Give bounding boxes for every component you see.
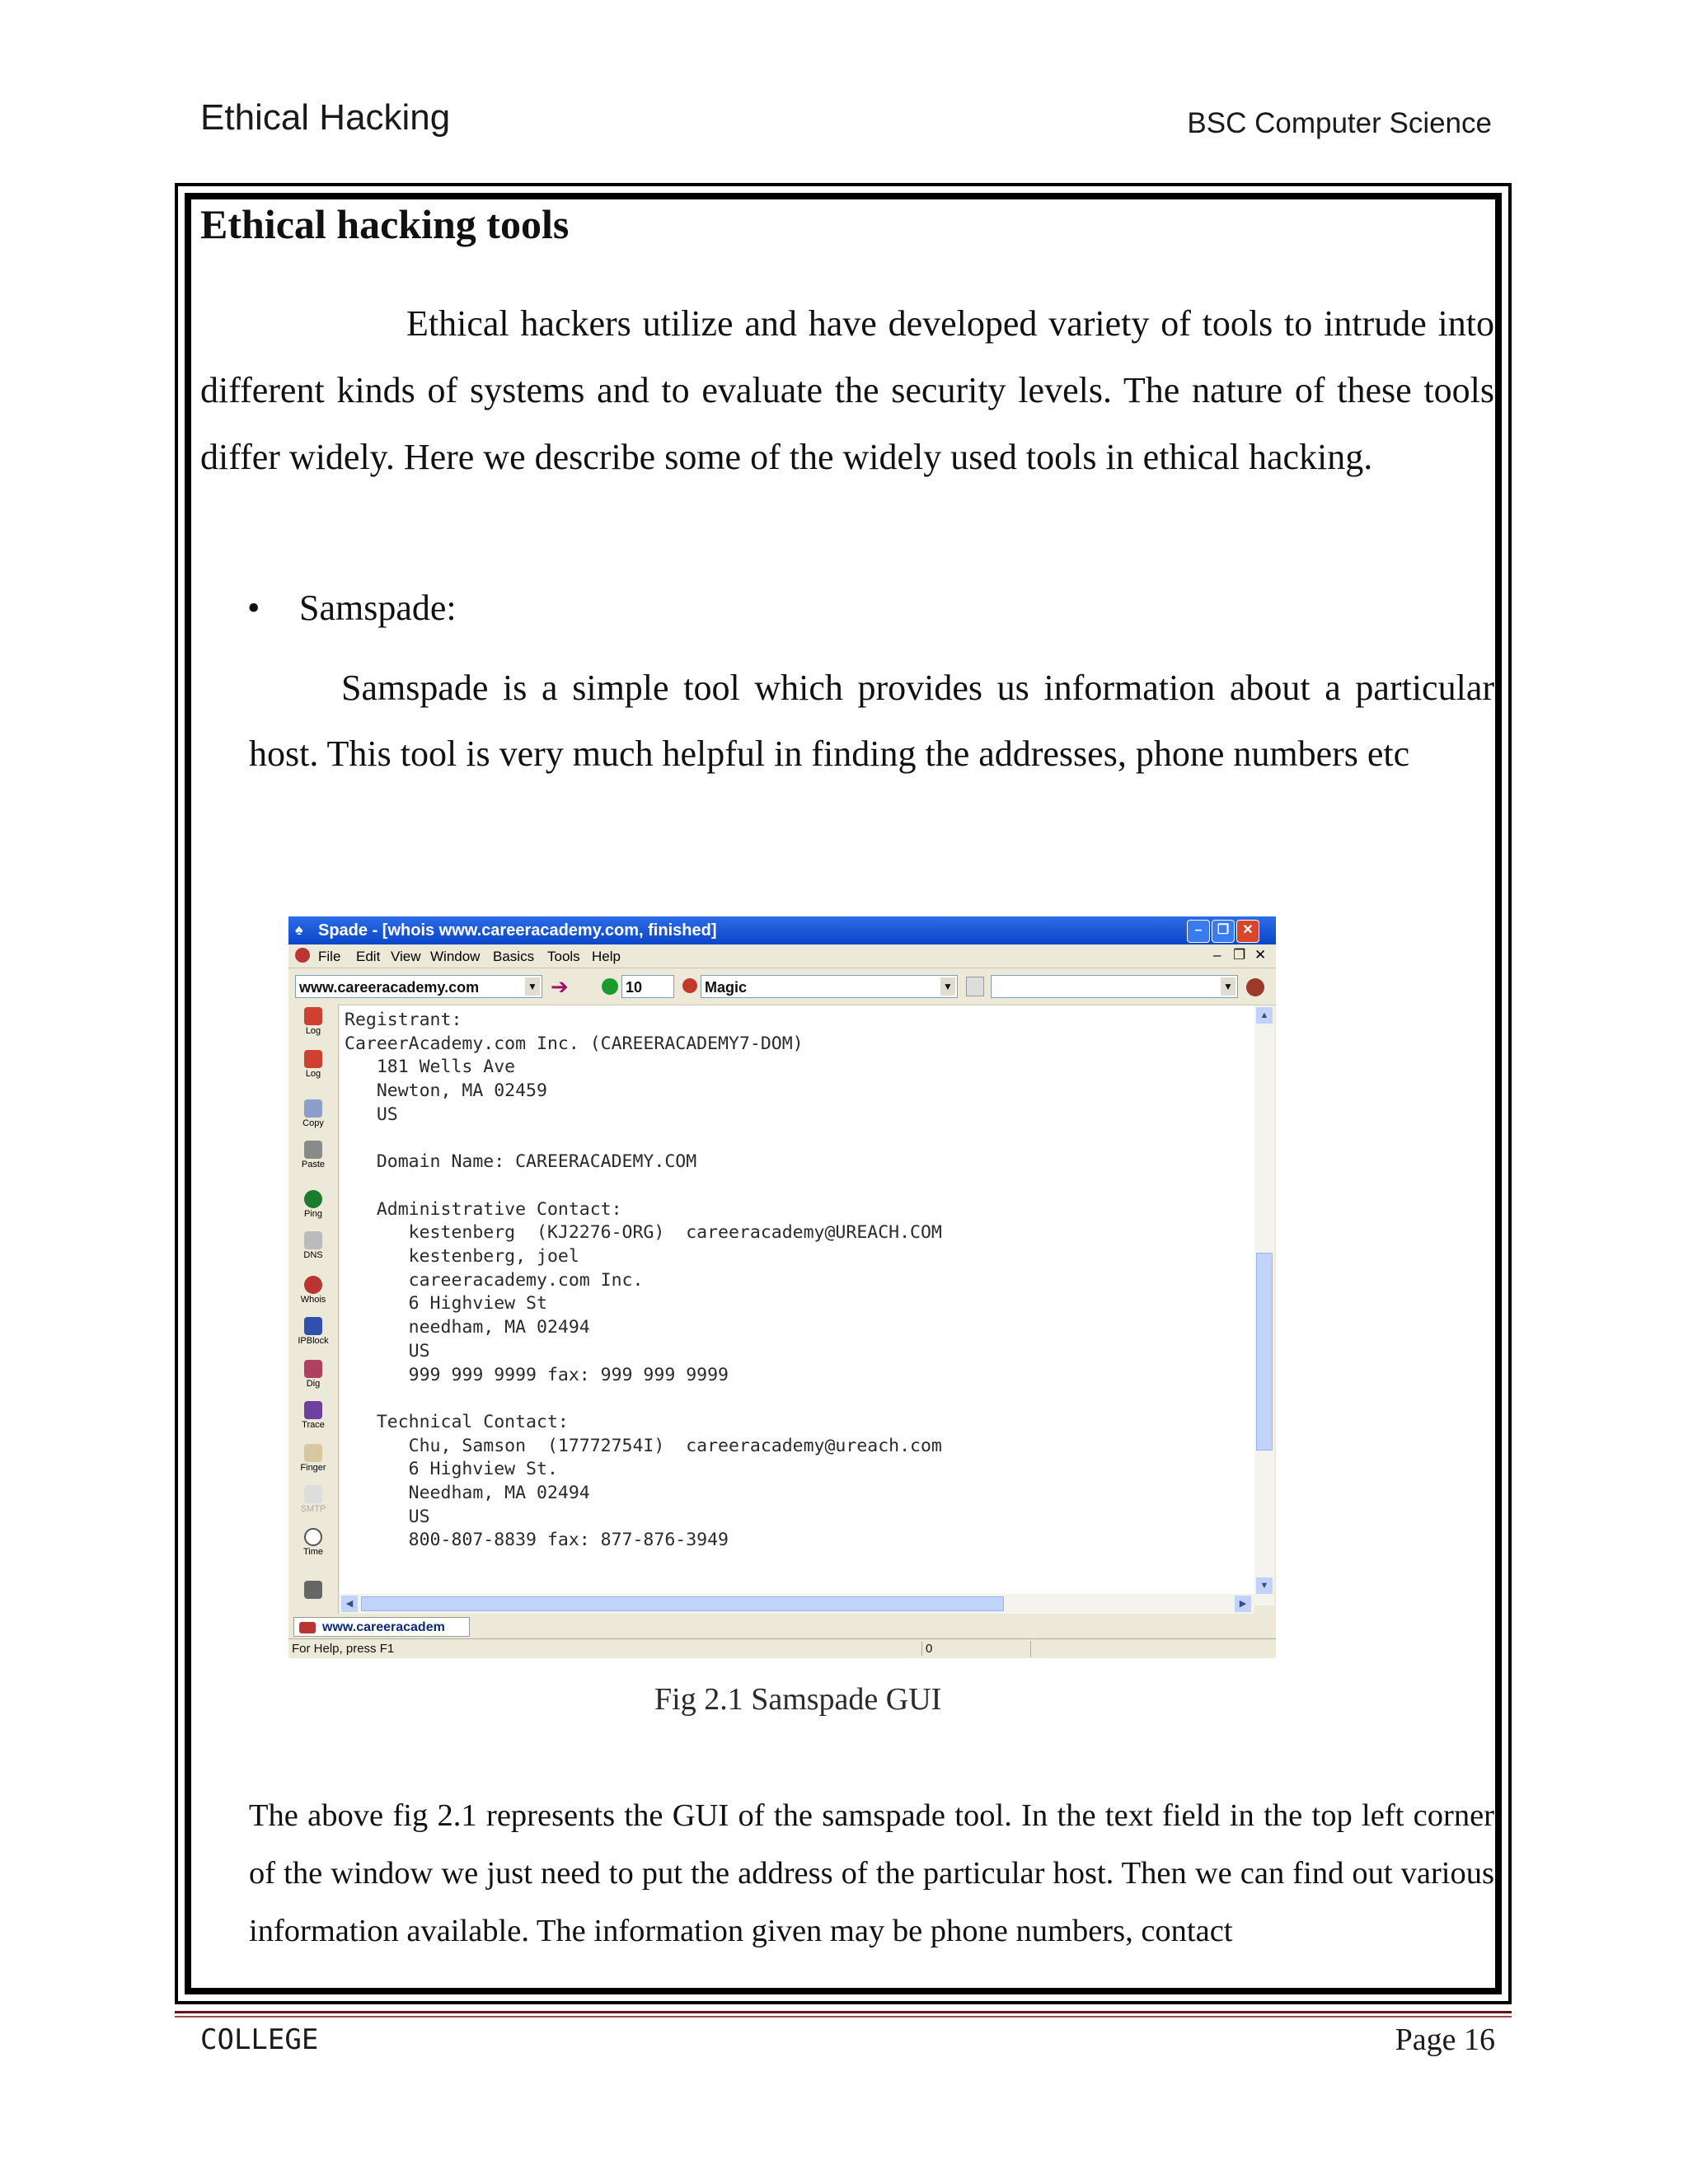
footer-rule-thin (175, 2016, 1512, 2018)
ping-icon (304, 1190, 322, 1208)
whois-line: US (345, 1104, 398, 1125)
samspade-paragraph (249, 655, 1494, 787)
status-divider (1030, 1641, 1031, 1657)
whois-line: 999 999 9999 fax: 999 999 9999 (345, 1364, 729, 1385)
dig-icon (304, 1360, 322, 1378)
chevron-down-icon[interactable]: ▼ (940, 977, 955, 996)
header-subject: BSC Computer Science (1187, 107, 1492, 139)
sidebar-item-dig[interactable]: Dig (292, 1360, 335, 1389)
whois-line (345, 1387, 1254, 1411)
scroll-left-icon[interactable]: ◀ (341, 1596, 358, 1612)
vertical-scrollbar[interactable] (1254, 1005, 1274, 1605)
whois-line: Newton, MA 02459 (345, 1080, 547, 1102)
paste-icon (304, 1141, 322, 1159)
sidebar-item-ping[interactable]: Ping (292, 1190, 335, 1219)
address-value: www.careeracademy.com (299, 979, 480, 996)
document-icon (295, 948, 310, 963)
toolbar (288, 968, 1276, 1005)
chevron-down-icon[interactable]: ▼ (1221, 977, 1236, 996)
header-title: Ethical Hacking (200, 97, 451, 138)
footer-college: COLLEGE (200, 2023, 319, 2056)
menu-window[interactable]: Window (430, 949, 481, 964)
tool-sidebar (288, 1004, 339, 1614)
minimize-icon[interactable]: – (1187, 920, 1210, 943)
whois-line: Administrative Contact: (345, 1198, 622, 1220)
whois-line: 800-807-8839 fax: 877-876-3949 (345, 1530, 729, 1551)
mdi-restore-icon[interactable]: ❐ (1233, 947, 1246, 963)
server-combo[interactable] (991, 975, 1238, 998)
horizontal-scroll-thumb[interactable] (361, 1596, 1004, 1611)
clock-icon (304, 1528, 322, 1546)
spade-app-icon: ♠ (295, 921, 303, 938)
window-titlebar (288, 916, 1276, 944)
intro-paragraph-text: Ethical hackers utilize and have developed variety of tools to intrude into different kinds of systems and to evaluate the security levels. The nature of these tools differ widely. Here we describe some of the widely used tools in ethical hacking. (200, 303, 1494, 477)
intro-paragraph (200, 290, 1494, 490)
magic-icon (682, 978, 697, 993)
menu-edit[interactable]: Edit (356, 949, 381, 964)
status-bar (288, 1638, 1276, 1658)
bug-icon[interactable] (1246, 978, 1264, 996)
page-number: Page 16 (1395, 2022, 1495, 2057)
whois-line: US (345, 1506, 430, 1527)
trace-icon (304, 1401, 322, 1419)
whois-line: needham, MA 02494 (345, 1317, 590, 1338)
whois-line (345, 1127, 1254, 1151)
sidebar-item-log-2[interactable]: Log (292, 1050, 335, 1079)
restore-icon[interactable]: ❐ (1212, 920, 1235, 943)
whois-line: Needham, MA 02494 (345, 1483, 590, 1504)
menu-file[interactable]: File (318, 949, 341, 964)
sidebar-item-trace[interactable]: Trace (292, 1401, 335, 1430)
whois-line: kestenberg, joel (345, 1246, 579, 1268)
thread-count-stepper[interactable] (621, 975, 674, 998)
horizontal-scrollbar[interactable] (340, 1594, 1254, 1614)
sidebar-item-smtp[interactable]: SMTP (292, 1485, 335, 1514)
smtp-icon (304, 1485, 322, 1503)
menu-help[interactable]: Help (592, 949, 621, 964)
menu-tools[interactable]: Tools (547, 949, 580, 964)
scroll-up-icon[interactable]: ▲ (1256, 1007, 1273, 1024)
dns-icon[interactable] (966, 977, 984, 996)
bullet-title: Samspade: (299, 588, 457, 628)
document-tabs (288, 1615, 1276, 1638)
close-icon[interactable]: ✕ (1236, 920, 1259, 943)
menu-bar (288, 944, 1276, 968)
whois-output[interactable] (340, 1005, 1254, 1605)
mdi-close-icon[interactable]: ✕ (1254, 947, 1267, 963)
whois-line: Chu, Samson (17772754I) careeracademy@ureach.com (345, 1435, 942, 1456)
window-title: Spade - [whois www.careeracademy.com, finished] (318, 921, 717, 940)
dns-icon (304, 1231, 322, 1249)
whois-line: Technical Contact: (345, 1411, 569, 1432)
network-icon (304, 1581, 322, 1599)
whois-line: 6 Highview St (345, 1293, 547, 1315)
thread-count-value: 10 (626, 979, 643, 996)
figure-caption: Fig 2.1 Samspade GUI (654, 1682, 942, 1717)
tab-careeracademy[interactable] (293, 1617, 470, 1637)
sidebar-item-paste[interactable]: Paste (292, 1141, 335, 1169)
whois-line: 6 Highview St. (345, 1459, 558, 1480)
log-icon (304, 1007, 322, 1025)
whois-line: CareerAcademy.com Inc. (CAREERACADEMY7-DOM) (345, 1033, 804, 1054)
copy-icon (304, 1099, 322, 1118)
closing-paragraph: The above fig 2.1 represents the GUI of the samspade tool. In the text field in the top left corner of the window we just need to put the address of the particular host. Then we can find out various information available. The information given may be phone numbers, contact (249, 1798, 1494, 1948)
footer-rule (175, 2011, 1512, 2013)
sidebar-item-extra[interactable] (292, 1581, 335, 1600)
samspade-paragraph-text: Samspade is a simple tool which provides us information about a particular host. This tool is very much helpful in finding the addresses, phone numbers etc (249, 668, 1494, 774)
menu-view[interactable]: View (391, 949, 421, 964)
finger-icon (304, 1444, 322, 1462)
whois-line: Domain Name: CAREERACADEMY.COM (345, 1151, 697, 1173)
log-icon (304, 1050, 322, 1068)
tab-label: www.careeracadem (322, 1620, 445, 1634)
scroll-down-icon[interactable]: ▼ (1256, 1577, 1273, 1594)
sidebar-item-time[interactable]: Time (292, 1528, 335, 1557)
menu-basics[interactable]: Basics (493, 949, 535, 964)
address-combo[interactable] (295, 975, 542, 998)
whois-line: kestenberg (KJ2276-ORG) careeracademy@UREACH.COM (345, 1222, 942, 1244)
status-help-text: For Help, press F1 (292, 1642, 395, 1656)
ipblock-icon (304, 1317, 322, 1335)
sidebar-item-copy[interactable]: Copy (292, 1099, 335, 1128)
chevron-down-icon[interactable]: ▼ (525, 977, 540, 996)
document-tab-icon (299, 1622, 316, 1633)
sidebar-item-finger[interactable]: Finger (292, 1444, 335, 1473)
bullet-symbol: • (247, 588, 260, 628)
section-title: Ethical hacking tools (200, 201, 570, 247)
magic-combo[interactable] (701, 975, 958, 998)
globe-icon (602, 978, 618, 995)
sidebar-item-log[interactable]: Log (292, 1007, 335, 1036)
sidebar-item-whois[interactable]: Whois (292, 1276, 335, 1305)
vertical-scroll-thumb[interactable] (1256, 1253, 1273, 1451)
status-count: 0 (921, 1642, 932, 1656)
whois-line: 181 Wells Ave (345, 1057, 516, 1078)
whois-line: US (345, 1340, 430, 1361)
sidebar-item-ipblock[interactable]: IPBlock (292, 1317, 335, 1346)
samspade-screenshot (288, 916, 1276, 1658)
whois-icon (304, 1276, 322, 1294)
scroll-right-icon[interactable]: ▶ (1235, 1596, 1251, 1612)
mdi-minimize-icon[interactable]: – (1213, 947, 1221, 963)
whois-line (345, 1174, 1254, 1198)
go-arrow-icon[interactable]: ➔ (551, 974, 569, 999)
sidebar-item-dns[interactable]: DNS (292, 1231, 335, 1260)
whois-line: careeracademy.com Inc. (345, 1269, 644, 1291)
whois-line: Registrant: (345, 1010, 462, 1030)
magic-value: Magic (705, 979, 748, 996)
